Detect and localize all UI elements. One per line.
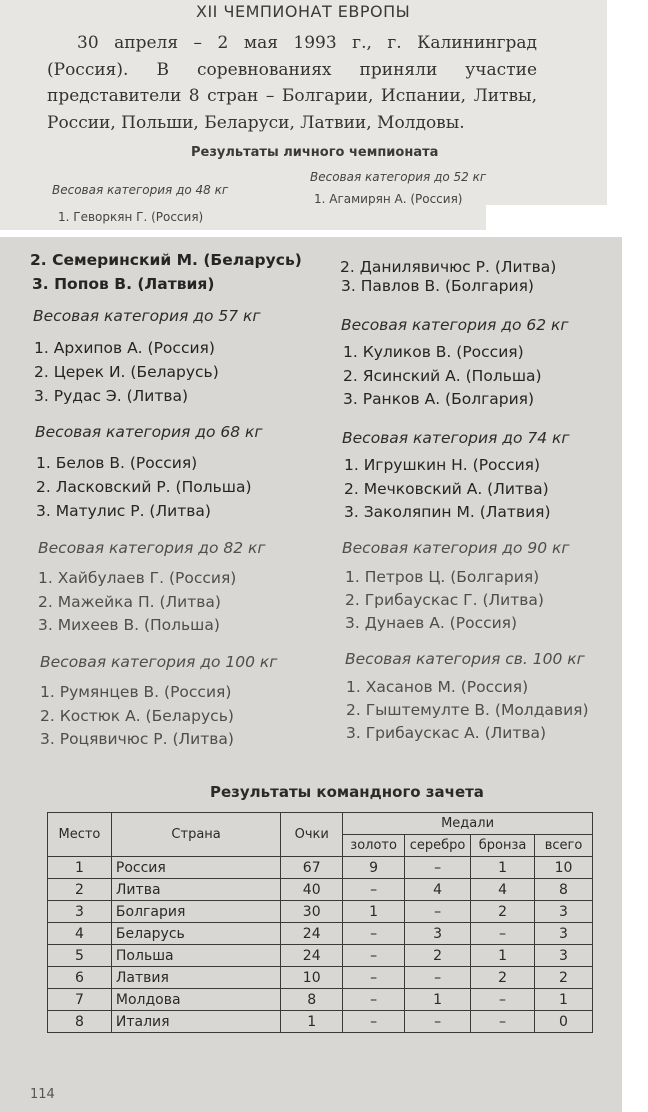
header-silver: серебро (405, 835, 471, 857)
result-90-3: 3. Дунаев А. (Россия) (345, 614, 518, 632)
main-page (0, 237, 622, 1112)
header-gold: золото (343, 835, 405, 857)
cell-place: 7 (48, 989, 112, 1011)
cell-bronze: – (471, 923, 535, 945)
page-number: 114 (30, 1087, 55, 1102)
cell-points: 1 (281, 1011, 343, 1033)
result-48-3: 3. Попов В. (Латвия) (32, 275, 215, 293)
cell-gold: – (343, 967, 405, 989)
table-row (48, 901, 593, 923)
table-row (48, 989, 593, 1011)
result-57-3: 3. Рудас Э. (Литва) (34, 387, 189, 405)
cell-total: 8 (535, 879, 593, 901)
cell-points: 30 (281, 901, 343, 923)
header-points: Очки (281, 813, 343, 857)
result-100-2: 2. Костюк А. (Беларусь) (40, 707, 234, 725)
cell-gold: – (343, 989, 405, 1011)
result-62-1: 1. Куликов В. (Россия) (343, 343, 524, 361)
cell-total: 10 (535, 857, 593, 879)
result-62-2: 2. Ясинский А. (Польша) (343, 367, 542, 385)
result-57-2: 2. Церек И. (Беларусь) (34, 363, 219, 381)
result-90-2: 2. Грибаускас Г. (Литва) (345, 591, 544, 609)
result-68-2: 2. Ласковский Р. (Польша) (36, 478, 252, 496)
cell-place: 5 (48, 945, 112, 967)
cell-total: 3 (535, 901, 593, 923)
cell-bronze: – (471, 1011, 535, 1033)
result-over100-1: 1. Хасанов М. (Россия) (346, 678, 529, 696)
table-row (48, 967, 593, 989)
cell-country: Литва (111, 879, 280, 901)
cell-country: Польша (111, 945, 280, 967)
table-row (48, 945, 593, 967)
cell-silver: – (405, 857, 471, 879)
cell-points: 67 (281, 857, 343, 879)
cell-place: 2 (48, 879, 112, 901)
result-74-2: 2. Мечковский А. (Литва) (344, 480, 549, 498)
personal-results-title: Результаты личного чемпионата (191, 145, 439, 160)
result-100-3: 3. Роцявичюс Р. (Литва) (40, 730, 234, 748)
table-header-row (48, 813, 593, 835)
cell-gold: – (343, 879, 405, 901)
cell-bronze: 2 (471, 901, 535, 923)
result-62-3: 3. Ранков А. (Болгария) (343, 390, 535, 408)
cell-silver: – (405, 901, 471, 923)
cell-country: Италия (111, 1011, 280, 1033)
result-48-1: 1. Геворкян Г. (Россия) (58, 210, 204, 224)
cell-total: 2 (535, 967, 593, 989)
result-52-2: 2. Данилявичюс Р. (Литва) (340, 258, 557, 276)
cell-bronze: 2 (471, 967, 535, 989)
cell-points: 40 (281, 879, 343, 901)
category-100-label: Весовая категория до 100 кг (40, 653, 278, 671)
result-74-1: 1. Игрушкин Н. (Россия) (344, 456, 541, 474)
result-52-3: 3. Павлов В. (Болгария) (341, 277, 534, 295)
cell-place: 1 (48, 857, 112, 879)
cell-bronze: – (471, 989, 535, 1011)
cell-country: Россия (111, 857, 280, 879)
cell-place: 4 (48, 923, 112, 945)
team-results-table (47, 812, 593, 1033)
category-82-label: Весовая категория до 82 кг (38, 539, 266, 557)
header-total: всего (535, 835, 593, 857)
header-medals: Медали (343, 813, 593, 835)
category-57-label: Весовая категория до 57 кг (33, 307, 261, 325)
category-74-label: Весовая категория до 74 кг (342, 429, 570, 447)
header-place: Место (48, 813, 112, 857)
intro-paragraph: 30 апреля – 2 мая 1993 г., г. Калининград (Россия). В соревнованиях приняли участие представители 8 стран – Болгарии, Испании, Литвы, России, Польши, Беларуси, Латвии, Молдовы. (47, 33, 537, 133)
result-82-3: 3. Михеев В. (Польша) (38, 616, 220, 634)
cell-points: 24 (281, 923, 343, 945)
result-57-1: 1. Архипов А. (Россия) (34, 339, 215, 357)
cell-silver: 3 (405, 923, 471, 945)
result-82-1: 1. Хайбулаев Г. (Россия) (38, 569, 237, 587)
table-row (48, 857, 593, 879)
cell-total: 3 (535, 923, 593, 945)
cell-gold: – (343, 945, 405, 967)
cell-gold: 9 (343, 857, 405, 879)
header-bronze: бронза (471, 835, 535, 857)
result-68-1: 1. Белов В. (Россия) (36, 454, 198, 472)
cell-country: Молдова (111, 989, 280, 1011)
fragment-gap (486, 205, 607, 230)
result-over100-3: 3. Грибаускас А. (Литва) (346, 724, 547, 742)
cell-total: 3 (535, 945, 593, 967)
cell-gold: 1 (343, 901, 405, 923)
cell-points: 10 (281, 967, 343, 989)
cell-place: 3 (48, 901, 112, 923)
category-48-label: Весовая категория до 48 кг (52, 183, 229, 197)
category-90-label: Весовая категория до 90 кг (342, 539, 570, 557)
cell-country: Болгария (111, 901, 280, 923)
cell-gold: – (343, 1011, 405, 1033)
cell-bronze: 1 (471, 857, 535, 879)
cell-silver: 2 (405, 945, 471, 967)
category-over100-label: Весовая категория св. 100 кг (345, 650, 585, 668)
cell-total: 0 (535, 1011, 593, 1033)
header-country: Страна (111, 813, 280, 857)
result-52-1: 1. Агамирян А. (Россия) (314, 192, 463, 206)
result-68-3: 3. Матулис Р. (Литва) (36, 502, 211, 520)
cell-bronze: 4 (471, 879, 535, 901)
category-68-label: Весовая категория до 68 кг (35, 423, 263, 441)
category-62-label: Весовая категория до 62 кг (341, 316, 569, 334)
category-52-label: Весовая категория до 52 кг (310, 170, 487, 184)
cell-place: 8 (48, 1011, 112, 1033)
result-90-1: 1. Петров Ц. (Болгария) (345, 568, 540, 586)
cell-bronze: 1 (471, 945, 535, 967)
top-scan-fragment (0, 0, 607, 230)
result-82-2: 2. Мажейка П. (Литва) (38, 593, 221, 611)
cell-silver: – (405, 1011, 471, 1033)
cell-country: Беларусь (111, 923, 280, 945)
table-row (48, 1011, 593, 1033)
table-row (48, 923, 593, 945)
cell-silver: 1 (405, 989, 471, 1011)
cell-country: Латвия (111, 967, 280, 989)
result-48-2: 2. Семеринский М. (Беларусь) (30, 251, 302, 269)
result-74-3: 3. Заколяпин М. (Латвия) (344, 503, 551, 521)
cell-total: 1 (535, 989, 593, 1011)
result-over100-2: 2. Гыштемулте В. (Молдавия) (346, 701, 589, 719)
result-100-1: 1. Румянцев В. (Россия) (40, 683, 232, 701)
chapter-title: XII ЧЕМПИОНАТ ЕВРОПЫ (196, 2, 411, 21)
cell-silver: – (405, 967, 471, 989)
cell-points: 8 (281, 989, 343, 1011)
cell-place: 6 (48, 967, 112, 989)
cell-gold: – (343, 923, 405, 945)
team-results-title: Результаты командного зачета (210, 783, 484, 801)
cell-silver: 4 (405, 879, 471, 901)
table-row (48, 879, 593, 901)
cell-points: 24 (281, 945, 343, 967)
